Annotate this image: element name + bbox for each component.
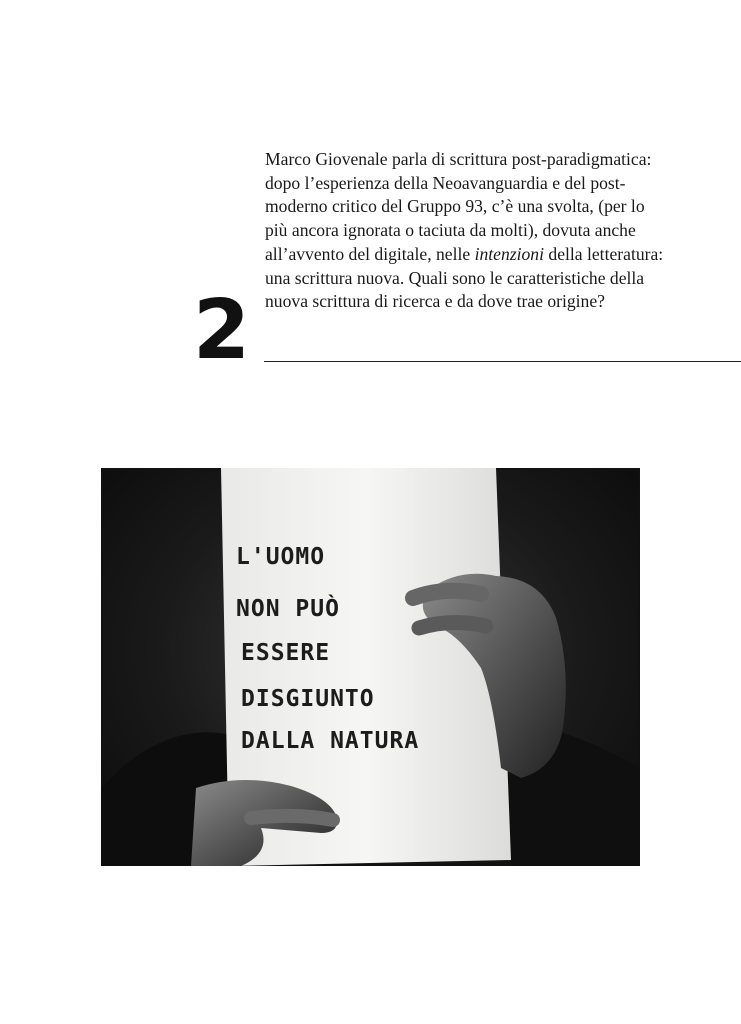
left-hand-thumb bbox=[251, 816, 333, 820]
sign-line-5: DALLA NATURA bbox=[241, 728, 420, 754]
question-text bbox=[265, 148, 670, 314]
question-text-end: della letteratura: una scrittura nuova. Quali sono le caratteristiche della nuova scrittura di ricerca e da dove trae origine? bbox=[265, 243, 664, 312]
photo-illustration bbox=[101, 468, 640, 866]
question-number: 2 bbox=[193, 283, 249, 378]
question-text-emphasis: intenzioni bbox=[474, 243, 544, 264]
question-text-start: Marco Giovenale parla di scrittura post-paradigmatica: dopo l’esperienza della Neoavanguardia e del post-moderno critico del Gruppo 93, c’è una svolta, (per lo più ancora ignorata o taciuta da molti), dovuta anche all’avvento del digitale, nelle bbox=[265, 149, 652, 264]
sign-line-1: L'UOMO bbox=[236, 544, 326, 570]
right-hand-finger bbox=[413, 591, 481, 598]
sign-line-2: NON PUÒ bbox=[236, 596, 340, 622]
divider-rule bbox=[264, 361, 741, 362]
sign-line-4: DISGIUNTO bbox=[241, 686, 375, 712]
sign-line-3: ESSERE bbox=[241, 640, 331, 666]
right-hand-finger-2 bbox=[419, 622, 486, 628]
photo bbox=[101, 468, 640, 866]
